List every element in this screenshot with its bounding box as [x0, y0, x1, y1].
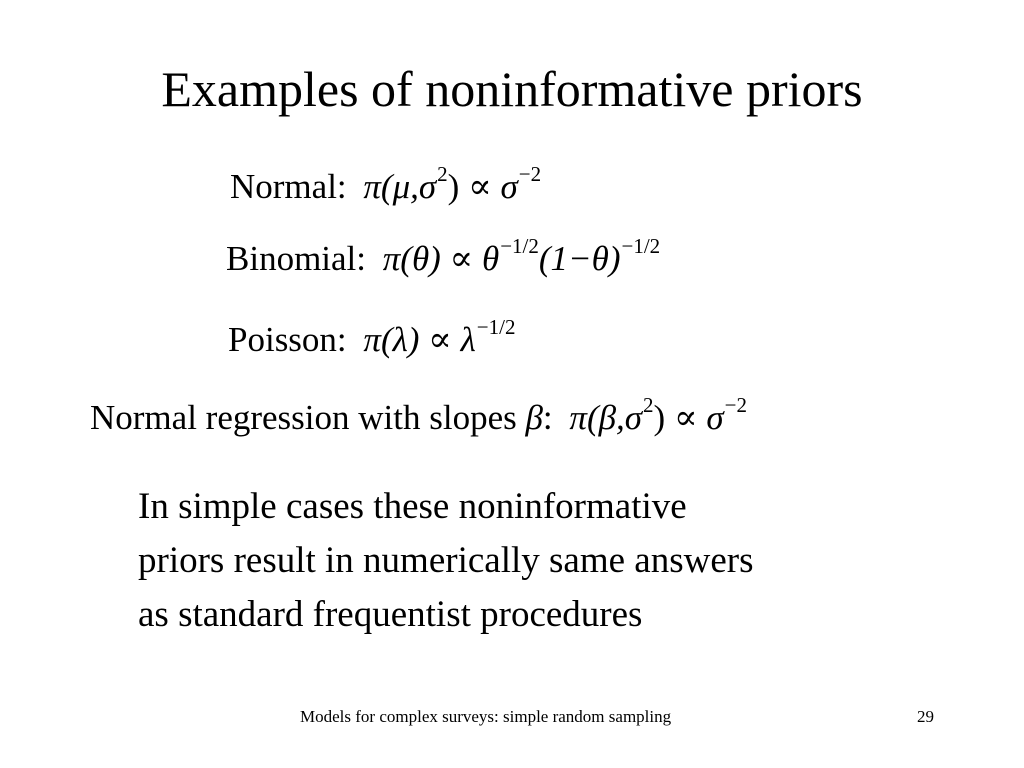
formula-normal	[230, 162, 542, 213]
page-number: 29	[917, 707, 934, 726]
formula-superscript: −1/2	[621, 234, 661, 258]
formula-poisson	[228, 315, 516, 366]
formula-superscript: −2	[518, 162, 542, 186]
formula-superscript: −1/2	[500, 234, 539, 258]
formula-rhs: (1−θ)	[538, 239, 621, 278]
formula-label-symbol: β	[525, 398, 543, 437]
body-line: In simple cases these noninformative	[138, 486, 687, 527]
formula-lhs: π(λ)	[363, 320, 420, 359]
formula-superscript: 2	[437, 162, 448, 186]
proportional-symbol: ∝	[428, 320, 452, 359]
formula-label: Normal regression with slopes	[90, 398, 517, 437]
formula-label: Normal:	[230, 167, 347, 206]
formula-label: Binomial:	[226, 239, 366, 278]
formula-lhs: π(μ,σ	[363, 167, 437, 206]
formula-rhs: θ	[481, 239, 500, 278]
formula-label: Poisson:	[228, 320, 347, 359]
formula-lhs: π(θ)	[382, 239, 441, 278]
formula-paren: )	[653, 398, 666, 437]
slide-footer: Models for complex surveys: simple random sampling	[300, 707, 672, 726]
formula-rhs: σ	[500, 167, 518, 206]
formula-lhs: π(β,σ	[569, 398, 643, 437]
formula-superscript: −1/2	[476, 315, 516, 339]
body-line: as standard frequentist procedures	[138, 594, 643, 635]
proportional-symbol: ∝	[673, 398, 698, 437]
formula-binomial	[226, 234, 661, 285]
body-paragraph	[138, 480, 918, 642]
formula-superscript: 2	[643, 393, 654, 417]
proportional-symbol: ∝	[468, 167, 492, 206]
proportional-symbol: ∝	[449, 239, 474, 278]
slide-title: Examples of noninformative priors	[161, 61, 863, 117]
formula-rhs: λ	[460, 320, 476, 359]
formula-normal-regression	[90, 393, 747, 444]
formula-rhs: σ	[706, 398, 724, 437]
formula-paren: )	[447, 167, 460, 206]
body-line: priors result in numerically same answers	[138, 540, 754, 581]
formula-label-colon: :	[542, 398, 553, 437]
formula-superscript: −2	[724, 393, 747, 417]
